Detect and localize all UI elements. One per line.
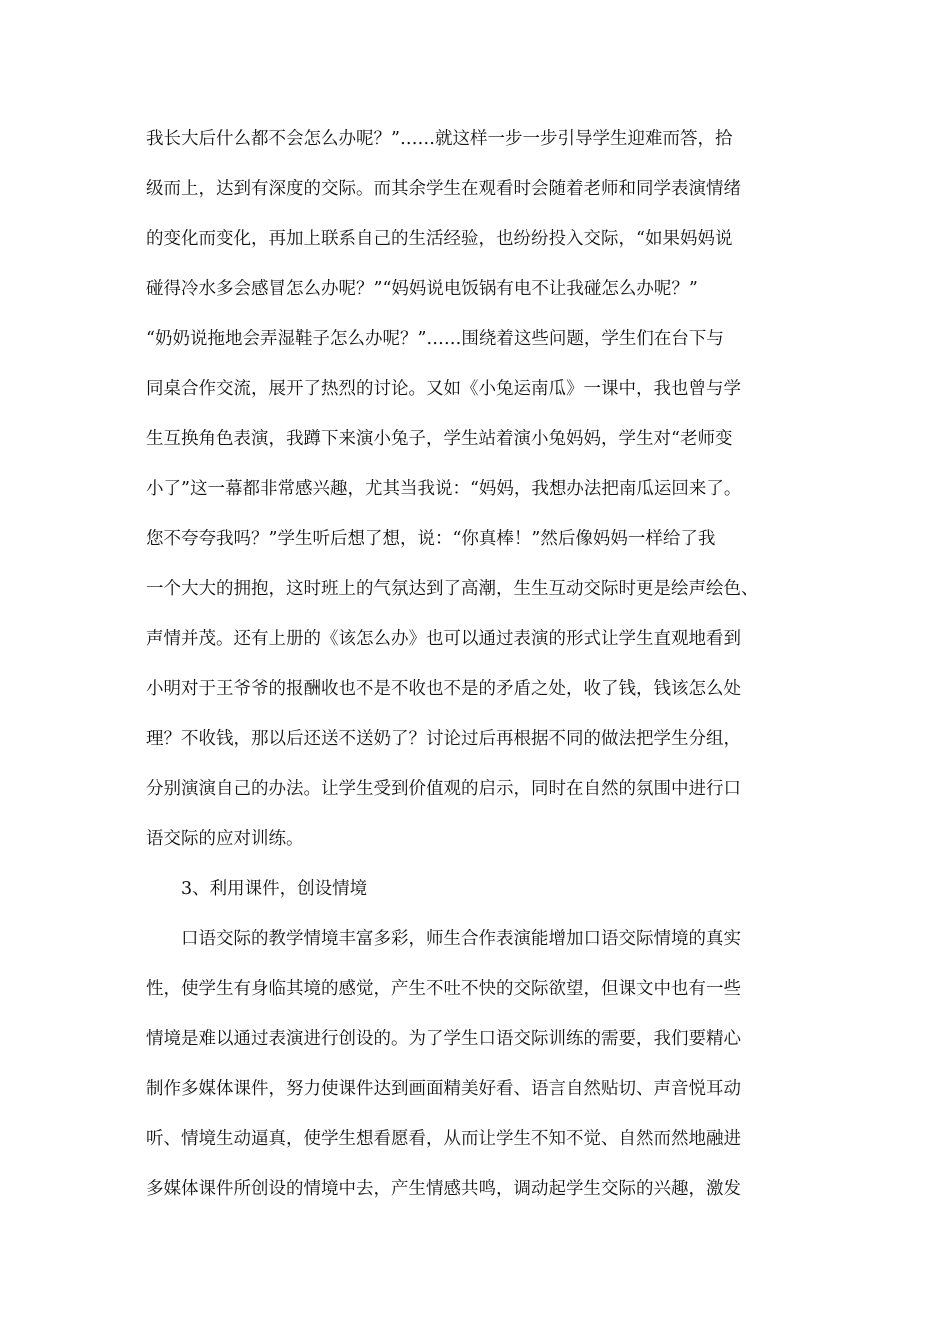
paragraph-line: 一个大大的拥抱，这时班上的气氛达到了高潮，生生互动交际时更是绘声绘色、 <box>146 579 759 599</box>
paragraph-line: 理？不收钱，那以后还送不送奶了？讨论过后再根据不同的做法把学生分组， <box>146 729 741 749</box>
paragraph-line: 小明对于王爷爷的报酬收也不是不收也不是的矛盾之处，收了钱，钱该怎么处 <box>146 679 741 699</box>
paragraph-line: 碰得冷水多会感冒怎么办呢？”“妈妈说电饭锅有电不让我碰怎么办呢？” <box>146 279 698 299</box>
paragraph-line: 生互换角色表演，我蹲下来演小兔子，学生站着演小兔妈妈，学生对“老师变 <box>146 429 733 449</box>
paragraph-line: 语交际的应对训练。 <box>146 829 304 849</box>
paragraph-line: 口语交际的教学情境丰富多彩，师生合作表演能增加口语交际情境的真实 <box>181 929 741 949</box>
paragraph-line: 您不夸夸我吗？”学生听后想了想，说：“你真棒！”然后像妈妈一样给了我 <box>146 529 716 549</box>
paragraph-line: 我长大后什么都不会怎么办呢？”……就这样一步一步引导学生迎难而答，拾 <box>146 129 733 149</box>
paragraph-line: “奶奶说拖地会弄湿鞋子怎么办呢？”……围绕着这些问题，学生们在台下与 <box>146 329 724 349</box>
paragraph-line: 情境是难以通过表演进行创设的。为了学生口语交际训练的需要，我们要精心 <box>146 1029 741 1049</box>
section-heading: 3、利用课件，创设情境 <box>181 879 368 899</box>
paragraph-line: 小了”这一幕都非常感兴趣，尤其当我说：“妈妈，我想办法把南瓜运回来了。 <box>146 479 742 499</box>
paragraph-line: 的变化而变化，再加上联系自己的生活经验，也纷纷投入交际，“如果妈妈说 <box>146 229 733 249</box>
paragraph-line: 听、情境生动逼真，使学生想看愿看，从而让学生不知不觉、自然而然地融进 <box>146 1129 741 1149</box>
paragraph-line: 制作多媒体课件，努力使课件达到画面精美好看、语言自然贴切、声音悦耳动 <box>146 1079 741 1099</box>
paragraph-line: 声情并茂。还有上册的《该怎么办》也可以通过表演的形式让学生直观地看到 <box>146 629 741 649</box>
paragraph-line: 分别演演自己的办法。让学生受到价值观的启示，同时在自然的氛围中进行口 <box>146 779 741 799</box>
paragraph-line: 同桌合作交流，展开了热烈的讨论。又如《小兔运南瓜》一课中，我也曾与学 <box>146 379 741 399</box>
paragraph-line: 多媒体课件所创设的情境中去，产生情感共鸣，调动起学生交际的兴趣，激发 <box>146 1179 741 1199</box>
paragraph-line: 性，使学生有身临其境的感觉，产生不吐不快的交际欲望，但课文中也有一些 <box>146 979 741 999</box>
paragraph-line: 级而上，达到有深度的交际。而其余学生在观看时会随着老师和同学表演情绪 <box>146 179 741 199</box>
